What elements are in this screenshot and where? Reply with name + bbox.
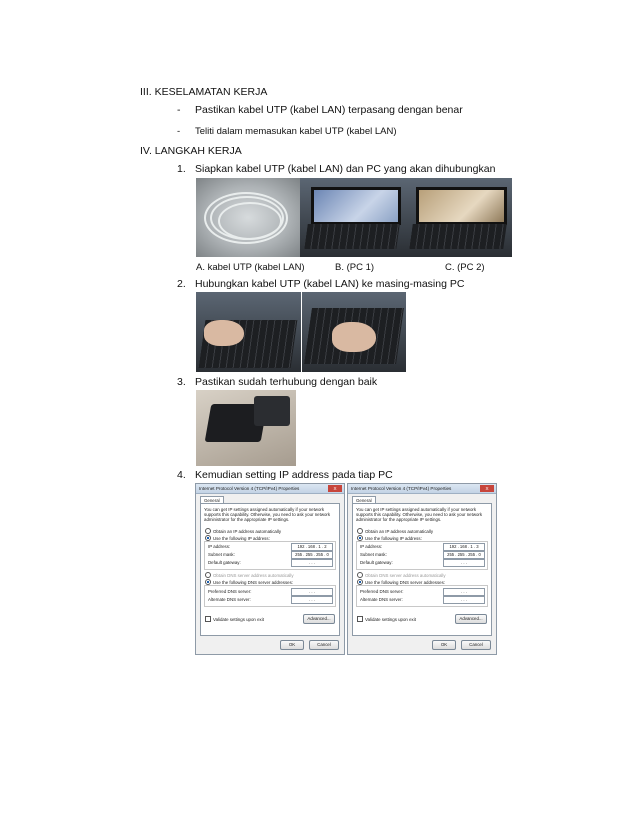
label-alternate-dns: Alternate DNS server: bbox=[208, 597, 251, 602]
step-number: 1. bbox=[177, 163, 186, 175]
caption-b: B. (PC 1) bbox=[335, 262, 375, 273]
ip-address-input[interactable]: 192 . 168 . 1 . 2 bbox=[291, 543, 333, 551]
label-alternate-dns: Alternate DNS server: bbox=[360, 597, 403, 602]
step-2-text: Hubungkan kabel UTP (kabel LAN) ke masing-masing PC bbox=[195, 278, 465, 290]
general-panel bbox=[352, 503, 492, 636]
step-3-text: Pastikan sudah terhubung dengan baik bbox=[195, 376, 378, 388]
close-button[interactable]: X bbox=[480, 485, 494, 492]
checkbox-label: Validate settings upon exit bbox=[365, 616, 416, 622]
caption-a: A. kabel UTP (kabel LAN) bbox=[196, 262, 305, 273]
subnet-mask-input[interactable]: 255 . 255 . 255 . 0 bbox=[291, 551, 333, 559]
alternate-dns-input[interactable]: . . . bbox=[291, 596, 333, 604]
utp-cable-photo bbox=[196, 178, 300, 257]
connect-pc2-photo bbox=[302, 292, 406, 372]
label-preferred-dns: Preferred DNS server: bbox=[360, 589, 404, 594]
pc2-laptop-photo bbox=[405, 178, 512, 257]
option-label: Obtain DNS server address automatically bbox=[365, 572, 446, 578]
general-panel bbox=[200, 503, 340, 636]
checkbox-icon[interactable] bbox=[205, 616, 211, 622]
step-number: 3. bbox=[177, 376, 186, 388]
label-ip: IP address: bbox=[208, 544, 231, 549]
section-iii-heading: III. KESELAMATAN KERJA bbox=[140, 86, 268, 98]
label-ip: IP address: bbox=[360, 544, 383, 549]
dialog-title-bar bbox=[196, 484, 344, 494]
connected-photo bbox=[196, 390, 296, 466]
ipv4-properties-dialog-pc1 bbox=[195, 483, 345, 655]
subnet-mask-input[interactable]: 255 . 255 . 255 . 0 bbox=[443, 551, 485, 559]
bullet-marker: - bbox=[177, 104, 181, 116]
option-label: Use the following IP address: bbox=[213, 535, 270, 541]
tab-general[interactable]: General bbox=[352, 496, 376, 504]
radio-icon[interactable] bbox=[357, 572, 363, 578]
advanced-button[interactable]: Advanced... bbox=[455, 614, 487, 624]
label-preferred-dns: Preferred DNS server: bbox=[208, 589, 252, 594]
option-label: Obtain an IP address automatically bbox=[365, 528, 434, 534]
label-mask: Subnet mask: bbox=[360, 552, 387, 557]
label-mask: Subnet mask: bbox=[208, 552, 235, 557]
preferred-dns-input[interactable]: . . . bbox=[443, 588, 485, 596]
option-label: Obtain an IP address automatically bbox=[213, 528, 282, 534]
gateway-input[interactable]: . . . bbox=[443, 559, 485, 567]
connect-pc1-photo bbox=[196, 292, 301, 372]
tab-general[interactable]: General bbox=[200, 496, 224, 504]
validate-checkbox-row[interactable] bbox=[205, 616, 264, 622]
cancel-button[interactable]: Cancel bbox=[461, 640, 491, 650]
ok-button[interactable]: OK bbox=[280, 640, 304, 650]
ipv4-properties-dialog-pc2 bbox=[347, 483, 497, 655]
label-gateway: Default gateway: bbox=[360, 560, 393, 565]
option-auto-dns[interactable] bbox=[357, 572, 446, 578]
bullet-marker: - bbox=[177, 126, 181, 137]
checkbox-icon[interactable] bbox=[357, 616, 363, 622]
option-label: Use the following IP address: bbox=[365, 535, 422, 541]
radio-icon[interactable] bbox=[205, 528, 211, 534]
preferred-dns-input[interactable]: . . . bbox=[291, 588, 333, 596]
step-4-text: Kemudian setting IP address pada tiap PC bbox=[195, 469, 393, 481]
radio-icon[interactable] bbox=[357, 528, 363, 534]
dialog-intro: You can get IP settings assigned automatically if your network supports this capability. Otherwise, you need to ask your network administrator for the appropriate IP settings. bbox=[356, 507, 483, 522]
option-label: Obtain DNS server address automatically bbox=[213, 572, 294, 578]
section-iv-heading: IV. LANGKAH KERJA bbox=[140, 145, 242, 157]
close-button[interactable]: X bbox=[328, 485, 342, 492]
safety-item-2: Teliti dalam memasukan kabel UTP (kabel LAN) bbox=[195, 126, 397, 137]
dialog-title: Internet Protocol Version 4 (TCP/IPv4) Properties bbox=[199, 486, 300, 491]
dialog-title: Internet Protocol Version 4 (TCP/IPv4) Properties bbox=[351, 486, 452, 491]
option-label: Use the following DNS server addresses: bbox=[365, 579, 446, 585]
advanced-button[interactable]: Advanced... bbox=[303, 614, 335, 624]
gateway-input[interactable]: . . . bbox=[291, 559, 333, 567]
dialog-intro: You can get IP settings assigned automatically if your network supports this capability. Otherwise, you need to ask your network administrator for the appropriate IP settings. bbox=[204, 507, 331, 522]
dialog-title-bar bbox=[348, 484, 496, 494]
label-gateway: Default gateway: bbox=[208, 560, 241, 565]
option-auto-ip[interactable] bbox=[357, 528, 433, 534]
radio-icon[interactable] bbox=[205, 572, 211, 578]
option-label: Use the following DNS server addresses: bbox=[213, 579, 294, 585]
option-auto-ip[interactable] bbox=[205, 528, 281, 534]
option-auto-dns[interactable] bbox=[205, 572, 294, 578]
checkbox-label: Validate settings upon exit bbox=[213, 616, 264, 622]
ok-button[interactable]: OK bbox=[432, 640, 456, 650]
cancel-button[interactable]: Cancel bbox=[309, 640, 339, 650]
pc1-laptop-photo bbox=[300, 178, 405, 257]
step-number: 4. bbox=[177, 469, 186, 481]
step-1-text: Siapkan kabel UTP (kabel LAN) dan PC yang akan dihubungkan bbox=[195, 163, 496, 175]
step-number: 2. bbox=[177, 278, 186, 290]
validate-checkbox-row[interactable] bbox=[357, 616, 416, 622]
alternate-dns-input[interactable]: . . . bbox=[443, 596, 485, 604]
safety-item-1: Pastikan kabel UTP (kabel LAN) terpasang dengan benar bbox=[195, 104, 463, 116]
ip-address-input[interactable]: 192 . 168 . 1 . 3 bbox=[443, 543, 485, 551]
caption-c: C. (PC 2) bbox=[445, 262, 485, 273]
